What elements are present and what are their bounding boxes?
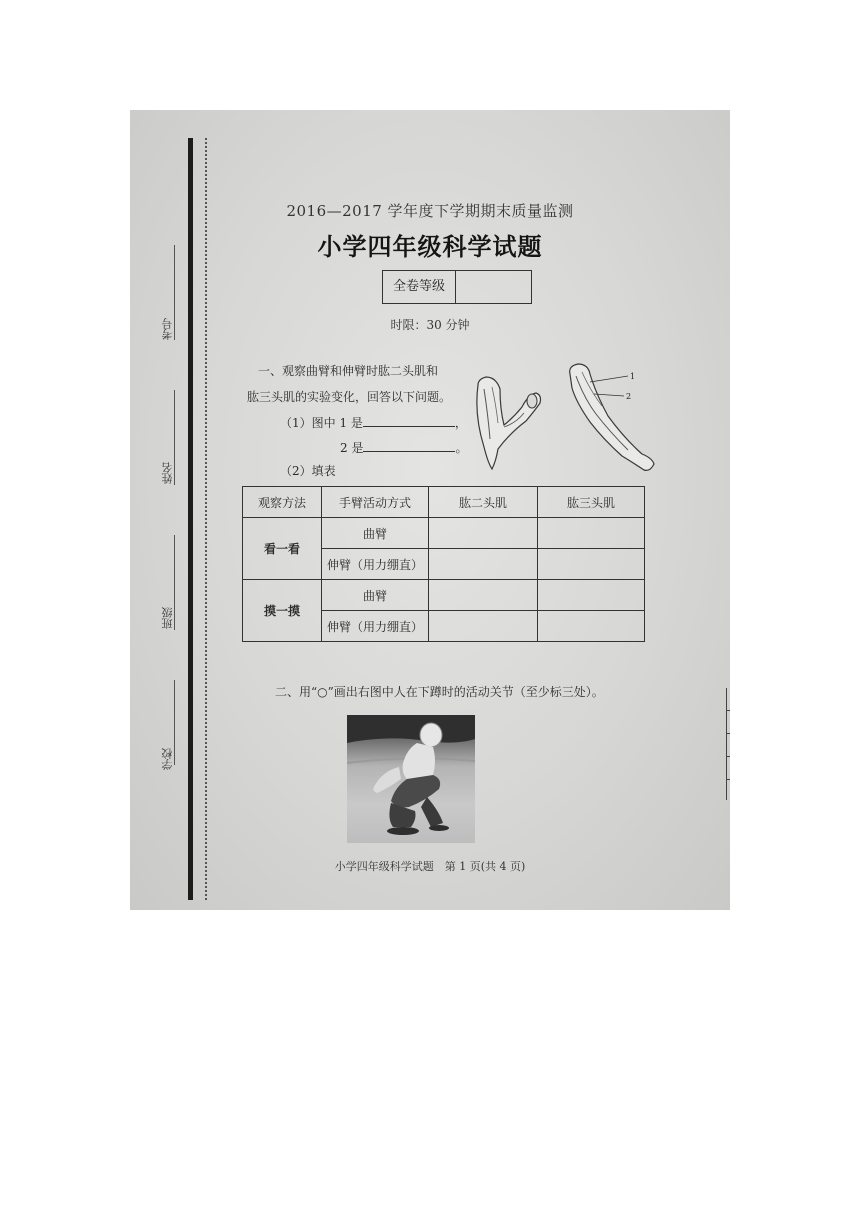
- exam-paper-photo: [130, 110, 730, 910]
- table-header-row: [243, 487, 645, 518]
- method-touch: 摸一摸: [243, 580, 322, 642]
- observation-table: [242, 486, 645, 642]
- squatting-person-photo[interactable]: [347, 715, 475, 843]
- right-edge-table-fragment: [726, 688, 730, 800]
- diagram-label-2: 2: [626, 392, 632, 401]
- page-footer: 小学四年级科学试题 第 1 页(共 4 页): [334, 860, 526, 873]
- q1-intro-line1: 一、观察曲臂和伸臂时肱二头肌和: [258, 364, 439, 378]
- squatting-person-figure: [347, 715, 475, 843]
- grade-value[interactable]: [456, 271, 531, 303]
- col-header-method: 观察方法: [243, 487, 322, 518]
- q1-part1-prefix: （1）图中 1 是: [280, 416, 363, 430]
- arm-action: 伸臂（用力绷直）: [322, 611, 429, 642]
- answer-cell[interactable]: [429, 518, 538, 549]
- arm-action: 曲臂: [322, 580, 429, 611]
- arm-action: 伸臂（用力绷直）: [322, 549, 429, 580]
- q1-intro-line2: 肱三头肌的实验变化，回答以下问题。: [247, 390, 452, 404]
- exam-number-label: 考号: [161, 318, 174, 340]
- q1-part1b-suffix: 。: [455, 441, 468, 455]
- answer-cell[interactable]: [429, 580, 538, 611]
- answer-cell[interactable]: [538, 518, 645, 549]
- grade-label: 全卷等级: [383, 271, 456, 303]
- q1-answer-1[interactable]: [363, 415, 455, 427]
- method-look: 看一看: [243, 518, 322, 580]
- name-label: 姓名: [161, 462, 174, 484]
- class-label: 班级: [161, 607, 174, 629]
- answer-cell[interactable]: [538, 611, 645, 642]
- time-limit: 时限：30 分钟: [390, 318, 470, 332]
- exam-header: 2016—2017 学年度下学期期末质量监测: [286, 202, 574, 220]
- table-row: [243, 580, 645, 611]
- table-row: [243, 518, 645, 549]
- q1-part1-suffix: ，: [454, 416, 467, 430]
- answer-cell[interactable]: [429, 549, 538, 580]
- bent-arm-diagram: [470, 365, 562, 475]
- school-label: 学校: [161, 748, 174, 770]
- q1-part2: （2）填表: [280, 464, 336, 478]
- answer-cell[interactable]: [538, 580, 645, 611]
- q2-text: 二、用“○”画出右图中人在下蹲时的活动关节（至少标三处）。: [275, 685, 604, 699]
- q1-answer-2[interactable]: [363, 440, 455, 452]
- col-header-biceps: 肱二头肌: [429, 487, 538, 518]
- q1-part1b-prefix: 2 是: [340, 441, 364, 455]
- arm-action: 曲臂: [322, 518, 429, 549]
- exam-title: 小学四年级科学试题: [317, 232, 543, 261]
- answer-cell[interactable]: [538, 549, 645, 580]
- straight-arm-diagram: [562, 360, 672, 480]
- col-header-arm-action: 手臂活动方式: [322, 487, 429, 518]
- answer-cell[interactable]: [429, 611, 538, 642]
- q1-part1: [280, 414, 467, 431]
- diagram-label-1: 1: [630, 372, 636, 381]
- col-header-triceps: 肱三头肌: [538, 487, 645, 518]
- grade-box: [382, 270, 532, 304]
- q1-part1b: [340, 439, 467, 456]
